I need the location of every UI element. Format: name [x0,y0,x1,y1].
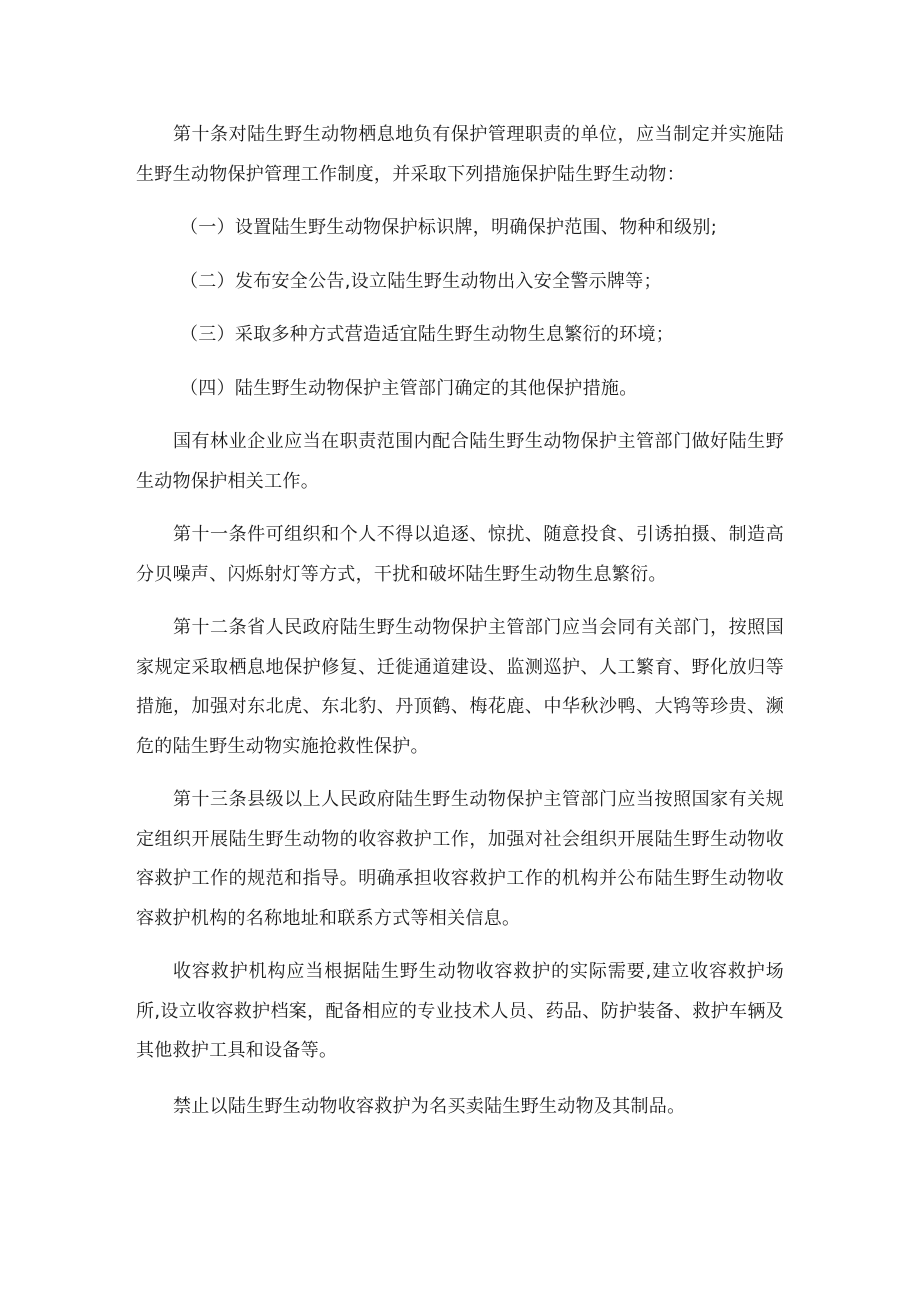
paragraph-article-10: 第十条对陆生野生动物栖息地负有保护管理职责的单位，应当制定并实施陆生野生动物保护管理工作制度，并采取下列措施保护陆生野生动物： [136,124,784,185]
paragraph-item-1: （一）设置陆生野生动物保护标识牌，明确保护范围、物种和级别; [180,217,718,238]
paragraph-item-4: （四）陆生野生动物保护主管部门确定的其他保护措施。 [180,377,638,399]
paragraph-item-2: （二）发布安全公告,设立陆生野生动物出入安全警示牌等； [180,270,662,292]
paragraph-article-12: 第十二条省人民政府陆生野生动物保护主管部门应当会同有关部门，按照国家规定采取栖息地保护修复、迁徙通道建设、监测巡护、人工繁育、野化放归等措施，加强对东北虎、东北豹、丹顶鹤、梅花鹿、中华秋沙鸭、大鸨等珍贵、濒危的陆生野生动物实施抢救性保护。 [136,617,784,757]
paragraph-state-forestry: 国有林业企业应当在职责范围内配合陆生野生动物保护主管部门做好陆生野生动物保护相关工作。 [136,431,784,492]
paragraph-article-11: 第十一条件可组织和个人不得以追逐、惊扰、随意投食、引诱拍摄、制造高分贝噪声、闪烁射灯等方式，干扰和破坏陆生野生动物生息繁衍。 [136,524,784,585]
paragraph-article-13: 第十三条县级以上人民政府陆生野生动物保护主管部门应当按照国家有关规定组织开展陆生野生动物的收容救护工作，加强对社会组织开展陆生野生动物收容救护工作的规范和指导。明确承担收容救护工作的机构并公布陆生野生动物收容救护机构的名称地址和联系方式等相关信息。 [136,789,784,929]
paragraph-item-3: （三）采取多种方式营造适宜陆生野生动物生息繁衍的环境； [180,324,675,345]
paragraph-rescue-institutions: 收容救护机构应当根据陆生野生动物收容救护的实际需要,建立收容救护场所,设立收容救护档案，配备相应的专业技术人员、药品、防护装备、救护车辆及其他救护工具和设备等。 [136,961,784,1061]
paragraph-prohibition: 禁止以陆生野生动物收容救护为名买卖陆生野生动物及其制品。 [173,1095,686,1117]
